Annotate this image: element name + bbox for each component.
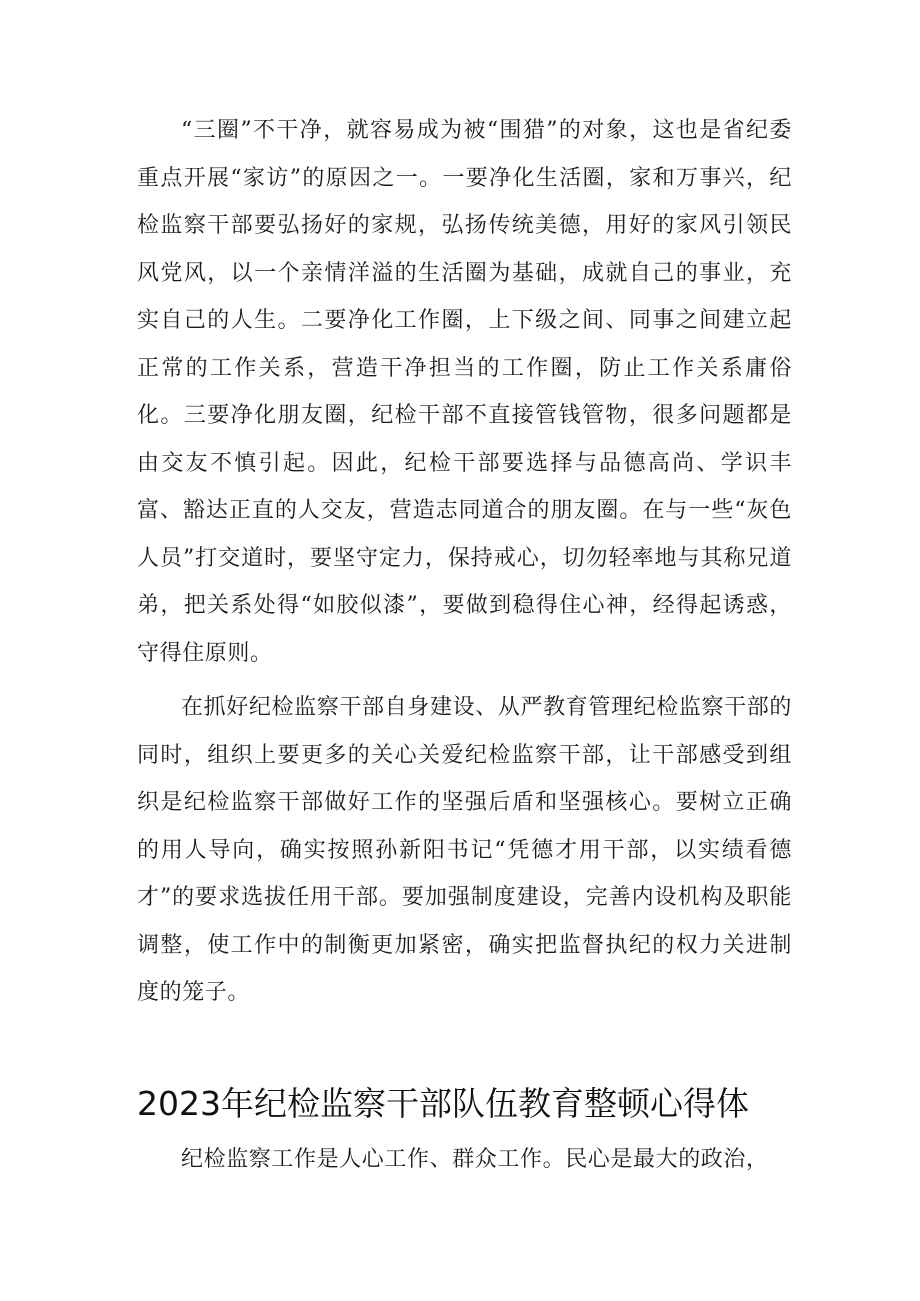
section-heading: 2023年纪检监察干部队伍教育整顿心得体 bbox=[137, 1084, 749, 1123]
section-first-paragraph: 纪检监察工作是人心工作、群众工作。民心是最大的政治， bbox=[181, 1147, 769, 1172]
body-paragraph-organization-care: 在抓好纪检监察干部自身建设、从严教育管理纪检监察干部的同时，组织上要更多的关心关爱纪检监察干部，让干部感受到组织是纪检监察干部做好工作的坚强后盾和坚强核心。要树立正确的用人导向，确实按照孙新阳书记“凭德才用干部，以实绩看德才”的要求选拔任用干部。要加强制度建设，完善内设机构及职能调整，使工作中的制衡更加紧密，确实把监督执纪的权力关进制度的笼子。 bbox=[137, 695, 792, 1005]
body-paragraph-three-circles: “三圈”不干净，就容易成为被“围猎”的对象，这也是省纪委重点开展“家访”的原因之一。一要净化生活圈，家和万事兴，纪检监察干部要弘扬好的家规，弘扬传统美德，用好的家风引领民风党风，以一个亲情洋溢的生活圈为基础，成就自己的事业，充实自己的人生。二要净化工作圈，上下级之间、同事之间建立起正常的工作关系，营造干净担当的工作圈，防止工作关系庸俗化。三要净化朋友圈，纪检干部不直接管钱管物，很多问题都是由交友不慎引起。因此，纪检干部要选择与品德高尚、学识丰富、豁达正直的人交友，营造志同道合的朋友圈。在与一些“灰色人员”打交道时，要坚守定力，保持戒心，切勿轻率地与其称兄道弟，把关系处得“如胶似漆”，要做到稳得住心神，经得起诱惑，守得住原则。 bbox=[137, 118, 792, 666]
